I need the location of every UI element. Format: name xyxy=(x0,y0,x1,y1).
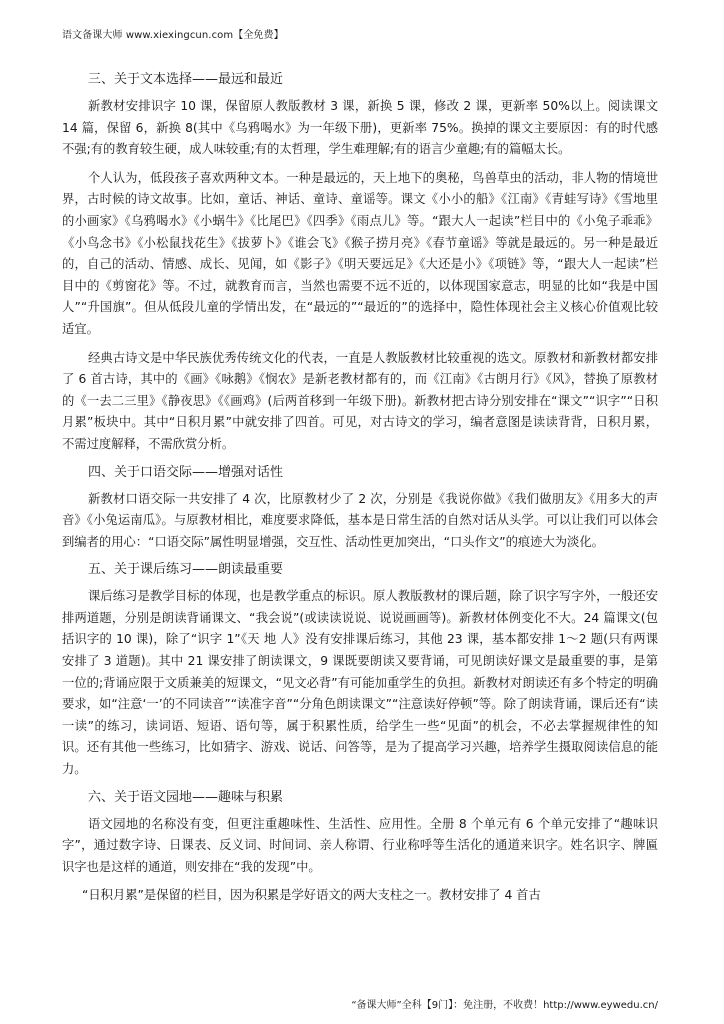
paragraph: 新教材口语交际一共安排了 4 次，比原教材少了 2 次，分别是《我说你做》《我们做朋友》《用多大的声音》《小兔运南瓜》。与原教材相比，难度要求降低，基本是日常生活的自然对话从头学。可以让我们可以体会到编者的用心：“口语交际”属性明显增强，交互性、活动性更加突出，“口头作文”的痕迹大为淡化。 xyxy=(62,491,658,549)
section-text-selection xyxy=(62,70,658,456)
section-oral-communication xyxy=(62,463,658,554)
paragraph: 课后练习是教学目标的体现，也是教学重点的标识。原人教版教材的课后题，除了识字写字外，一般还安排两道题，分别是朗读背诵课文、“我会说”(或读读说说、说说画画等)。新教材体例变化不大。24 篇课文(包括识字的 10 课)，除了“识字 1”《天 地 人》没有安排课后练习，其他 23 课，基本都安排 1～2 题(只有两课安排了 3 道题)。其中 21 课安排了朗读课文，9 课既要朗读又要背诵，可见朗读好课文是最重要的事，是第一位的;背诵应限于文质兼美的短课文，“见文必背”有可能加重学生的负担。新教材对朗读还有多个特定的明确要求，如“注意‘一’的不同读音”“读准字音”“分角色朗读课文”“注意读好停顿”等。除了朗读背诵，课后还有“读一读”的练习，读词语、短语、语句等，属于积累性质，给学生一些“见面”的机会，不必去掌握规律性的知识。还有其他一些练习，比如猜字、游戏、说话、问答等，是为了提高学习兴趣，培养学生摄取阅读信息的能力。 xyxy=(62,589,658,777)
paragraph: 个人认为，低段孩子喜欢两种文本。一种是最远的，天上地下的奥秘，鸟兽草虫的活动，非人物的情境世界，古时候的诗文故事。比如，童话、神话、童诗、童谣等。课文《小小的船》《江南》《青蛙写诗》《雪地里的小画家》《乌鸦喝水》《小蜗牛》《比尾巴》《四季》《雨点儿》等。“跟大人一起读”栏目中的《小兔子乖乖》《小鸟念书》《小松鼠找花生》《拔萝卜》《谁会飞》《猴子捞月亮》《春节童谣》等就是最远的。另一种是最近的，自己的活动、情感、成长、见闻，如《影子》《明天要远足》《大还是小》《项链》等，“跟大人一起读”栏目中的《剪窗花》等。不过，就教育而言，当然也需要不远不近的，以体现国家意志，明显的比如“我是中国人”“升国旗”。但从低段儿童的学情出发，在“最远的”“最近的”的选择中，隐性体现社会主义核心价值观比较适宜。 xyxy=(62,170,658,336)
section-heading: 六、关于语文园地——趣味与积累 xyxy=(88,789,284,805)
page-header: 语文备课大师 www.xiexingcun.com【全免费】 xyxy=(62,30,284,41)
section-after-class-exercises xyxy=(62,560,658,780)
page-footer: “备课大师”全科【9门】：免注册，不收费！http://www.eywedu.cn/ xyxy=(351,1000,658,1011)
section-heading: 三、关于文本选择——最远和最近 xyxy=(88,72,284,87)
section-heading: 五、关于课后练习——朗读最重要 xyxy=(88,562,284,578)
paragraph: “日积月累”是保留的栏目，因为积累是学好语文的两大支柱之一。教材安排了 4 首古 xyxy=(82,888,541,903)
paragraph: 语文园地的名称没有变，但更注重趣味性、生活性、应用性。全册 8 个单元有 6 个单元安排了“趣味识字”，通过数字诗、日课表、反义词、时间词、亲人称谓、行业称呼等生活化的通道来识字。姓名识字、牌匾识字也是这样的通道，则安排在“我的发现”中。 xyxy=(62,816,658,874)
paragraph: 新教材安排识字 10 课，保留原人教版教材 3 课，新换 5 课，修改 2 课，更新率 50%以上。阅读课文 14 篇，保留 6，新换 8(其中《乌鸦喝水》为一年级下册)，更新率 75%。换掉的课文主要原因：有的时代感不强;有的教育较生硬，成人味较重;有的太哲理，学生难理解;有的语言少童趣;有的篇幅太长。 xyxy=(62,99,658,157)
section-language-garden xyxy=(62,788,658,907)
document-body xyxy=(62,70,658,914)
section-heading: 四、关于口语交际——增强对话性 xyxy=(88,464,284,480)
paragraph: 经典古诗文是中华民族优秀传统文化的代表，一直是人教版教材比较重视的选文。原教材和新教材都安排了 6 首古诗，其中的《画》《咏鹅》《悯农》是新老教材都有的，而《江南》《古朗月行》《风》，替换了原教材的《一去二三里》《静夜思》《《画鸡》(后两首移到一年级下册)。新教材把古诗分别安排在“课文”“识字”“日积月累”板块中。其中“日积月累”中就安排了四首。可见，对古诗文的学习，编者意图是读读背背，日积月累，不需过度解释，不需欣赏分析。 xyxy=(62,350,658,451)
